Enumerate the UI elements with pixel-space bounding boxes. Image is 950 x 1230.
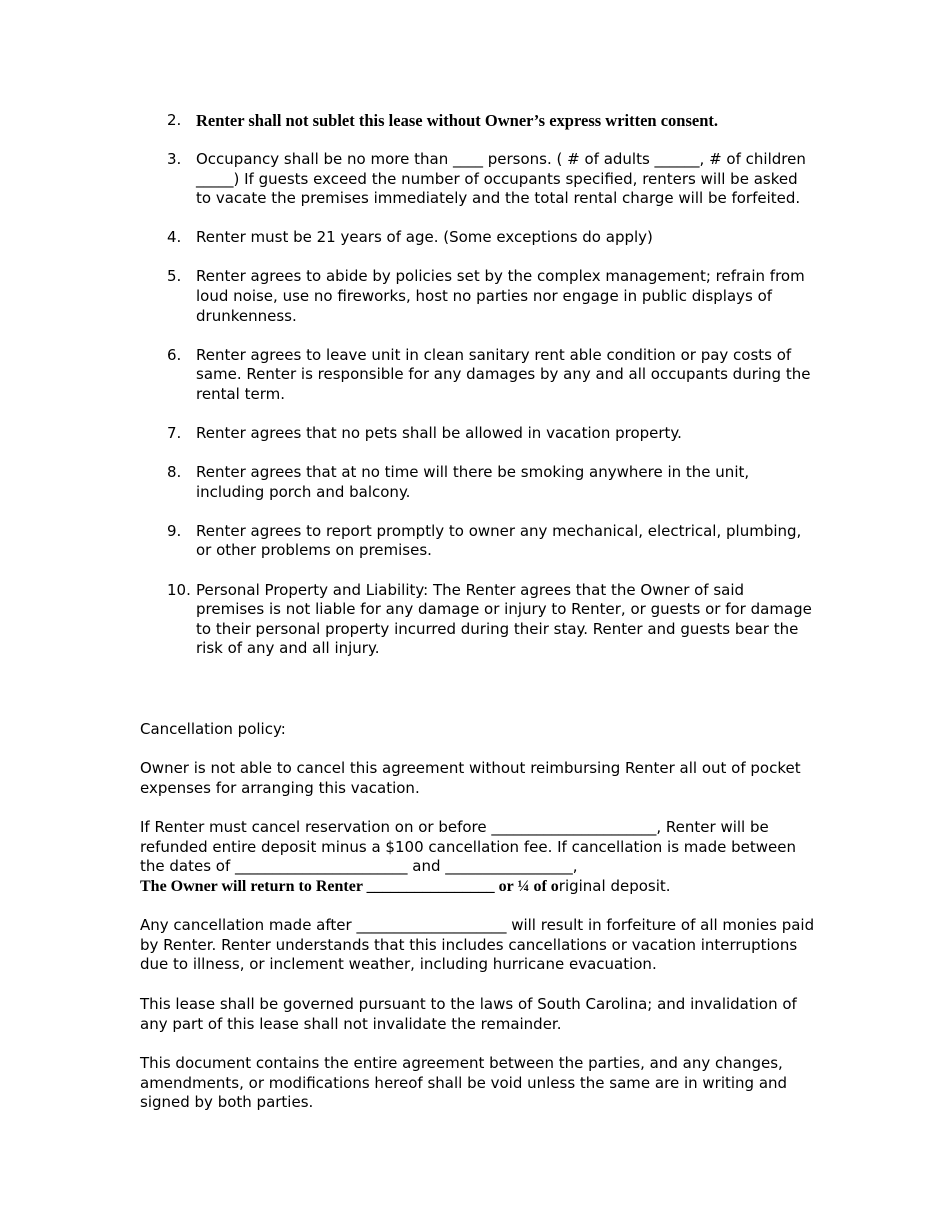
list-item-number: 6.	[167, 345, 182, 364]
report-problems-clause: Renter agrees to report promptly to owner any mechanical, electrical, plumbing, or other problems on premises.	[196, 521, 802, 560]
cancellation-heading-section	[140, 720, 820, 740]
owner-cancel-paragraph: Owner is not able to cancel this agreement without reimbursing Renter all out of pocket expenses for arranging this vacation.	[140, 759, 801, 797]
renter-cancel-paragraph: If Renter must cancel reservation on or before ______________________, Renter will be refunded entire deposit minus a $100 cancellation fee. If cancellation is made between the dates of _______________________ and _________________,	[140, 818, 796, 876]
list-item	[167, 150, 817, 209]
occupancy-clause: Occupancy shall be no more than ____ persons. ( # of adults ______, # of children _____) If guests exceed the number of occupants specified, renters will be asked to vacate the premises immediately and the total rental charge will be forfeited.	[196, 150, 806, 208]
list-item	[167, 463, 817, 502]
list-item	[167, 581, 817, 659]
late-cancel-paragraph: Any cancellation made after ____________________ will result in forfeiture of all monies paid by Renter. Renter understands that this includes cancellations or vacation interruptions due to illness, or inclement weather, including hurricane evacuation.	[140, 916, 815, 974]
list-item-number: 8.	[167, 463, 182, 482]
entire-agreement-paragraph: This document contains the entire agreement between the parties, and any changes, amendments, or modifications hereof shall be void unless the same are in writing and signed by both parties.	[140, 1054, 788, 1112]
list-item-number: 10.	[167, 580, 191, 599]
list-item	[167, 522, 817, 561]
governing-law-section	[140, 995, 820, 1034]
list-item	[167, 267, 817, 326]
list-item-number: 7.	[167, 424, 182, 443]
list-item-number: 4.	[167, 228, 182, 247]
list-item	[167, 111, 817, 131]
owner-return-line	[140, 877, 820, 897]
renter-cancel-section	[140, 818, 820, 896]
condition-clause: Renter agrees to leave unit in clean sanitary rent able condition or pay costs of same. Renter is responsible for any damages by any and all occupants during the rental term.	[196, 345, 811, 403]
list-item-number: 2.	[167, 111, 182, 129]
list-item	[167, 228, 817, 248]
list-item-number: 9.	[167, 521, 182, 540]
smoking-clause: Renter agrees that at no time will there be smoking anywhere in the unit, including porch and balcony.	[196, 463, 750, 501]
list-item	[167, 346, 817, 405]
policies-clause: Renter agrees to abide by policies set by the complex management; refrain from loud noise, use no fireworks, host no parties nor engage in public displays of drunkenness.	[196, 267, 805, 325]
owner-return-rest: riginal deposit.	[558, 876, 671, 895]
age-clause: Renter must be 21 years of age. (Some exceptions do apply)	[196, 228, 653, 247]
liability-clause: Personal Property and Liability: The Renter agrees that the Owner of said premises is not liable for any damage or injury to Renter, or guests or for damage to their personal property incurred during their stay. Renter and guests bear the risk of any and all injury.	[196, 580, 812, 658]
list-item-number: 3.	[167, 150, 182, 169]
list-item-number: 5.	[167, 267, 182, 286]
cancellation-heading: Cancellation policy:	[140, 720, 286, 738]
late-cancel-section	[140, 916, 820, 975]
sublet-clause: Renter shall not sublet this lease without Owner’s express written consent.	[196, 111, 719, 130]
governing-law-paragraph: This lease shall be governed pursuant to the laws of South Carolina; and invalidation of any part of this lease shall not invalidate the remainder.	[140, 995, 797, 1033]
owner-return-bold: The Owner will return to Renter ________________ or ¼ of o	[140, 877, 559, 895]
entire-agreement-section	[140, 1054, 820, 1113]
list-item	[167, 424, 817, 444]
lease-terms-list	[167, 111, 817, 678]
pets-clause: Renter agrees that no pets shall be allowed in vacation property.	[196, 424, 682, 443]
owner-cancel-section	[140, 759, 820, 798]
